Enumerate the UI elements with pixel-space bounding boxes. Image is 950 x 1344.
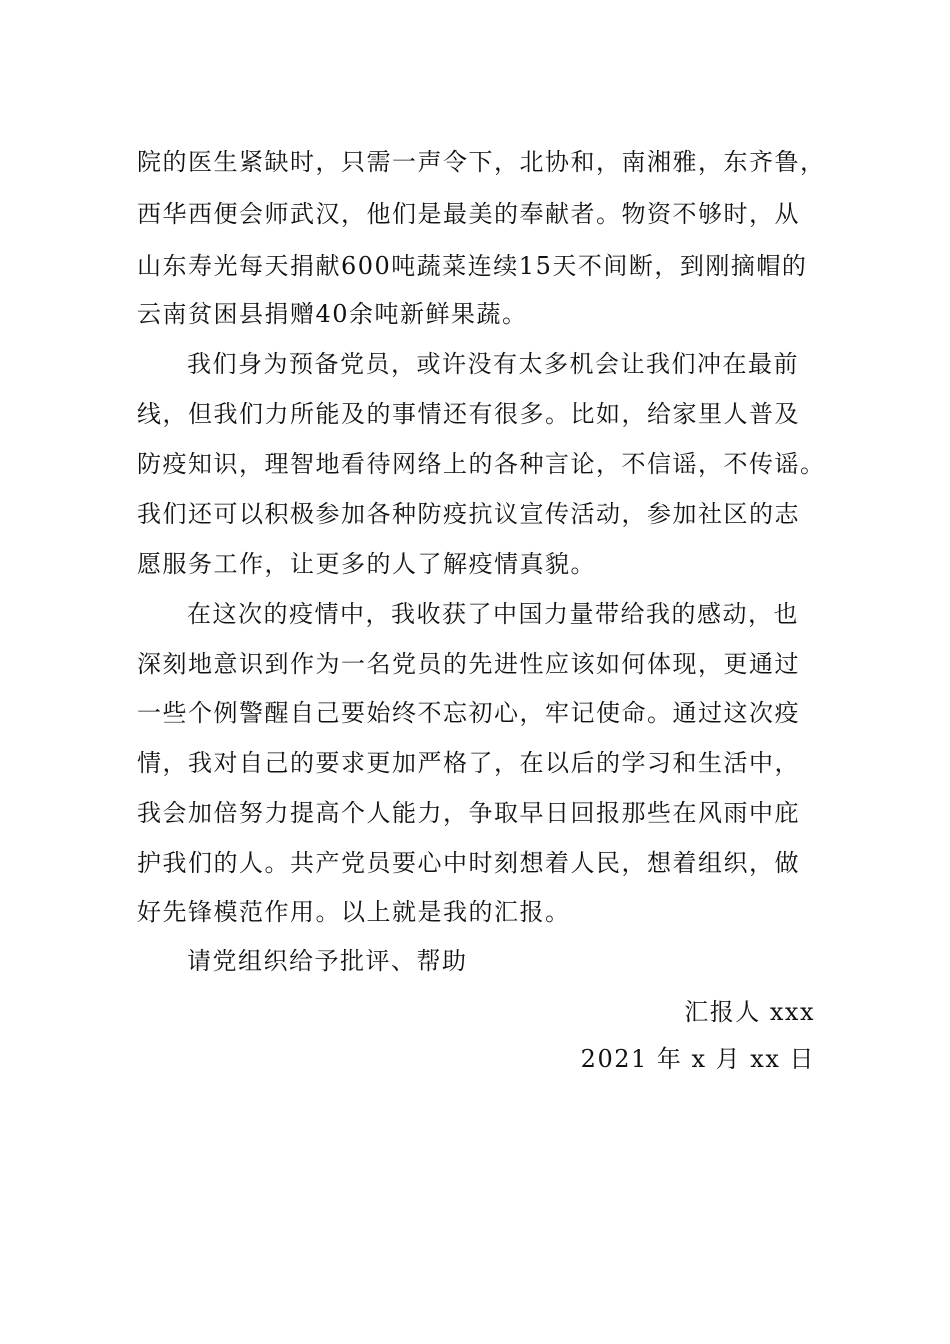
paragraph-3-line-7: 好先锋模范作用。以上就是我的汇报。 — [137, 898, 571, 926]
paragraph-2-line-2: 线，但我们力所能及的事情还有很多。比如，给家里人普及 — [137, 400, 800, 428]
paragraph-2-line-1: 我们身为预备党员，或许没有太多机会让我们冲在最前 — [187, 350, 799, 378]
paragraph-3-line-1: 在这次的疫情中，我收获了中国力量带给我的感动，也 — [187, 600, 799, 628]
paragraph-3-line-3: 一些个例警醒自己要始终不忘初心，牢记使命。通过这次疫 — [137, 699, 800, 727]
closing-request: 请党组织给予批评、帮助 — [187, 947, 468, 975]
paragraph-2-line-5: 愿服务工作，让更多的人了解疫情真貌。 — [137, 550, 596, 578]
paragraph-1-line-2: 西华西便会师武汉，他们是最美的奉献者。物资不够时，从 — [137, 200, 800, 228]
paragraph-3-line-6: 护我们的人。共产党员要心中时刻想着人民，想着组织，做 — [137, 849, 800, 877]
paragraph-3-line-5: 我会加倍努力提高个人能力，争取早日回报那些在风雨中庇 — [137, 799, 800, 827]
paragraph-1-line-4: 云南贫困县捐赠40余吨新鲜果蔬。 — [137, 300, 528, 328]
paragraph-2-line-4: 我们还可以积极参加各种防疫抗议宣传活动，参加社区的志 — [137, 500, 800, 528]
paragraph-1-line-1: 院的医生紧缺时，只需一声令下，北协和，南湘雅，东齐鲁， — [137, 148, 826, 176]
paragraph-1-line-3: 山东寿光每天捐献600吨蔬菜连续15天不间断，到刚摘帽的 — [137, 252, 808, 280]
signature: 汇报人 xxx — [684, 998, 815, 1026]
report-date: 2021 年 x 月 xx 日 — [580, 1045, 815, 1073]
paragraph-3-line-2: 深刻地意识到作为一名党员的先进性应该如何体现，更通过 — [137, 650, 800, 678]
paragraph-2-line-3: 防疫知识，理智地看待网络上的各种言论，不信谣，不传谣。 — [137, 450, 826, 478]
paragraph-3-line-4: 情，我对自己的要求更加严格了，在以后的学习和生活中， — [137, 749, 800, 777]
